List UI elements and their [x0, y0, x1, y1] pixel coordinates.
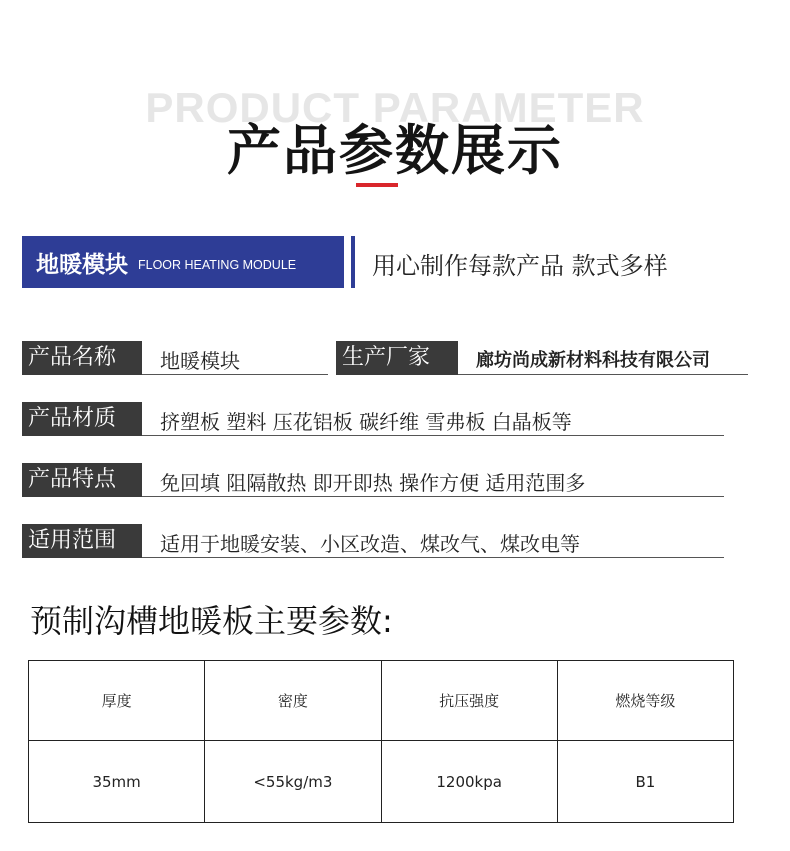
header-thickness: 厚度 [29, 661, 205, 741]
underline-product-name [142, 374, 328, 375]
banner-divider [351, 236, 355, 288]
header-fire-rating: 燃烧等级 [557, 661, 733, 741]
table-header-row [29, 661, 734, 741]
label-scope: 适用范围 [22, 524, 142, 558]
label-manufacturer: 生产厂家 [336, 341, 458, 375]
value-manufacturer: 廊坊尚成新材料科技有限公司 [476, 350, 710, 371]
header-density: 密度 [205, 661, 381, 741]
params-title: 预制沟槽地暖板主要参数: [30, 602, 393, 640]
underline-manufacturer [458, 374, 748, 375]
table-row [29, 741, 734, 823]
value-density: <55kg/m3 [205, 741, 381, 823]
underline-material [142, 435, 724, 436]
value-material: 挤塑板 塑料 压花铝板 碳纤维 雪弗板 白晶板等 [160, 410, 572, 434]
value-fire-rating: B1 [557, 741, 733, 823]
background-title: PRODUCT PARAMETER [145, 84, 645, 131]
value-scope: 适用于地暖安装、小区改造、煤改气、煤改电等 [160, 532, 580, 556]
params-table [28, 660, 734, 823]
header-compressive-strength: 抗压强度 [381, 661, 557, 741]
underline-features [142, 496, 724, 497]
label-features: 产品特点 [22, 463, 142, 497]
label-material: 产品材质 [22, 402, 142, 436]
banner-name-cn: 地暖模块 [36, 251, 128, 278]
value-features: 免回填 阻隔散热 即开即热 操作方便 适用范围多 [160, 471, 586, 495]
banner-slogan: 用心制作每款产品 款式多样 [372, 252, 668, 280]
value-compressive-strength: 1200kpa [381, 741, 557, 823]
product-banner [22, 236, 344, 288]
underline-scope [142, 557, 724, 558]
label-product-name: 产品名称 [22, 341, 142, 375]
title-accent-line [356, 183, 398, 187]
page-title: 产品参数展示 [227, 119, 563, 182]
banner-name-en: FLOOR HEATING MODULE [138, 258, 297, 272]
value-thickness: 35mm [29, 741, 205, 823]
value-product-name: 地暖模块 [160, 349, 240, 373]
